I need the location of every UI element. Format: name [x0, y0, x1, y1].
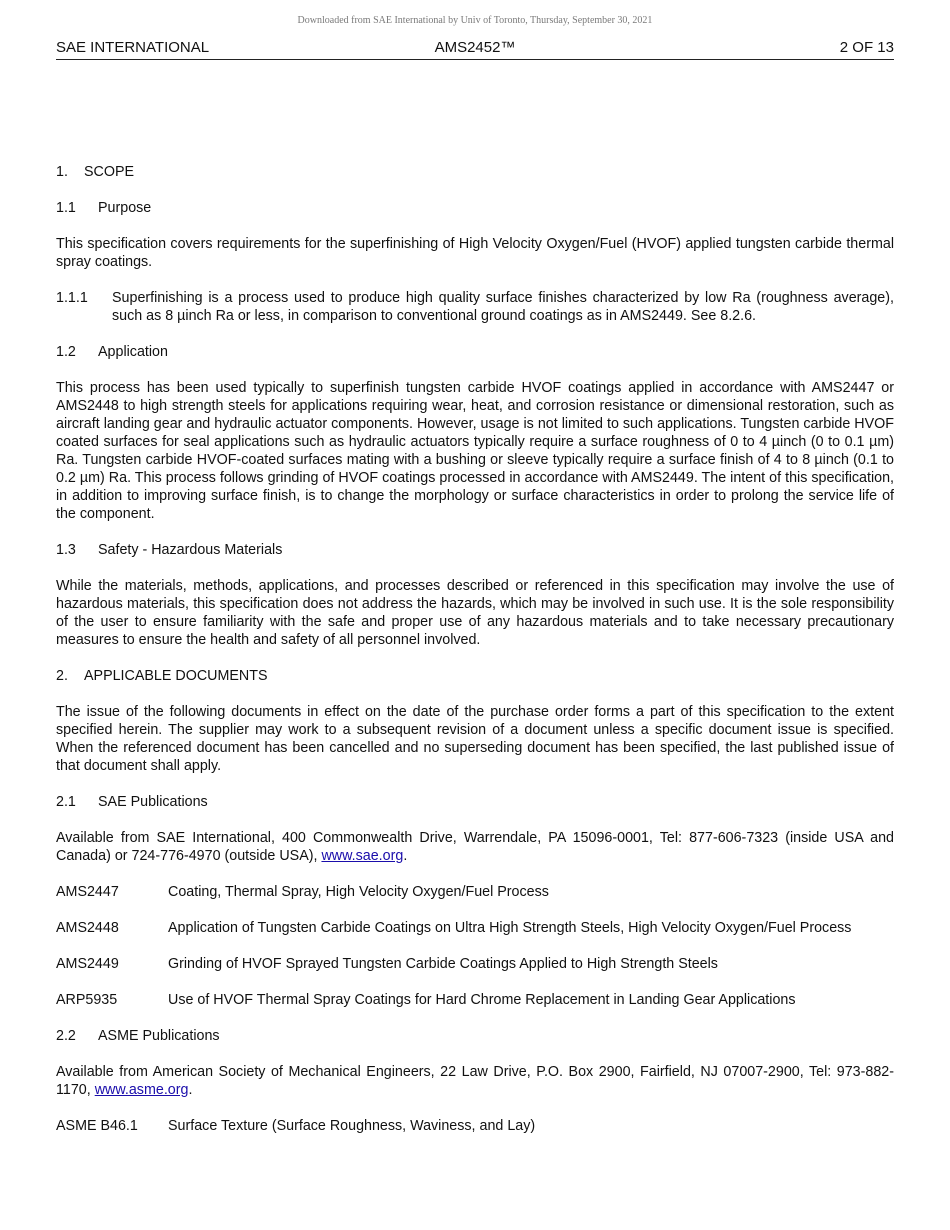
reference-code: ARP5935 [56, 992, 118, 1008]
section-heading-1-2 [56, 343, 894, 361]
availability-end: . [403, 848, 408, 864]
header-page-number: 2 OF 13 [839, 39, 894, 56]
section-heading-1 [56, 163, 894, 181]
reference-item [56, 955, 894, 973]
paragraph-text: Superfinishing is a process used to produce high quality surface finishes characterized by low Ra (roughness average), such as 8 µinch Ra or less, in comparison to conventional ground coatings as in AMS2449. See 8.2.6. [112, 290, 894, 324]
section-number: 1.3 [56, 542, 76, 558]
reference-item [56, 919, 894, 937]
availability-end: . [188, 1082, 193, 1098]
section-number: 1. [56, 164, 68, 180]
reference-code: ASME B46.1 [56, 1118, 138, 1134]
section-number: 1.1 [56, 200, 76, 216]
download-watermark: Downloaded from SAE International by Univ of Toronto, Thursday, September 30, 2021 [297, 15, 653, 26]
document-body [56, 163, 894, 1153]
header-org: SAE INTERNATIONAL [56, 39, 210, 56]
sae-website-link[interactable]: www.sae.org [321, 848, 404, 864]
paragraph-1-1-1 [56, 289, 894, 325]
paragraph-number: 1.1.1 [56, 290, 88, 306]
page-header [56, 38, 894, 60]
availability-text: Available from SAE International, 400 Commonwealth Drive, Warrendale, PA 15096-0001, Tel: 877-606-7323 (inside USA and Canada) or 724-776-4970 (outside USA), [56, 830, 894, 864]
reference-item [56, 1117, 894, 1135]
paragraph-asme-availability [56, 1063, 894, 1099]
paragraph-purpose: This specification covers requirements for the superfinishing of High Velocity Oxygen/Fuel (HVOF) applied tungsten carbide thermal spray coatings. [56, 236, 894, 270]
reference-code: AMS2447 [56, 884, 119, 900]
section-title: Application [98, 344, 168, 360]
section-title: SCOPE [84, 164, 135, 180]
section-heading-1-3 [56, 541, 894, 559]
reference-title: Use of HVOF Thermal Spray Coatings for Hard Chrome Replacement in Landing Gear Applications [168, 992, 796, 1008]
section-title: Purpose [98, 200, 152, 216]
section-heading-1-1 [56, 199, 894, 217]
header-doc-id: AMS2452™ [434, 39, 516, 56]
section-number: 1.2 [56, 344, 76, 360]
section-heading-2 [56, 667, 894, 685]
asme-website-link[interactable]: www.asme.org [94, 1082, 189, 1098]
reference-title: Application of Tungsten Carbide Coatings on Ultra High Strength Steels, High Velocity Oxygen/Fuel Process [168, 920, 852, 936]
reference-title: Surface Texture (Surface Roughness, Waviness, and Lay) [168, 1118, 536, 1134]
section-title: Safety - Hazardous Materials [98, 542, 283, 558]
section-title: ASME Publications [98, 1028, 220, 1044]
section-heading-2-1 [56, 793, 894, 811]
paragraph-application: This process has been used typically to superfinish tungsten carbide HVOF coatings applied in accordance with AMS2447 or AMS2448 to high strength steels for applications requiring wear, heat, and corrosion resistance or dimensional restoration, such as aircraft landing gear and hydraulic actuator components. However, usage is not limited to such applications. Tungsten carbide HVOF coated surfaces for seal applications such as hydraulic actuators typically require a surface roughness of 0 to 4 µinch (0 to 0.1 µm) Ra. Tungsten carbide HVOF-coated surfaces mating with a bushing or sleeve typically require a surface finish of 4 to 8 µinch (0.1 to 0.2 µm) Ra. This process follows grinding of HVOF coatings processed in accordance with AMS2449. The intent of this specification, in addition to improving surface finish, is to change the morphology or surface characteristics in order to prolong the service life of the component. [56, 380, 894, 522]
paragraph-sae-availability [56, 829, 894, 865]
section-number: 2.2 [56, 1028, 76, 1044]
section-number: 2. [56, 668, 68, 684]
section-title: SAE Publications [98, 794, 208, 810]
paragraph-applicable-documents: The issue of the following documents in effect on the date of the purchase order forms a part of this specification to the extent specified herein. The supplier may work to a subsequent revision of a document unless a specific document issue is specified. When the referenced document has been cancelled and no superseding document has been specified, the last published issue of that document shall apply. [56, 704, 894, 774]
paragraph-safety: While the materials, methods, applications, and processes described or referenced in this specification may involve the use of hazardous materials, this specification does not address the hazards, which may be involved in such use. It is the sole responsibility of the user to ensure familiarity with the safe and proper use of any hazardous materials and to take necessary precautionary measures to ensure the health and safety of all personnel involved. [56, 578, 894, 648]
section-title: APPLICABLE DOCUMENTS [84, 668, 268, 684]
reference-title: Grinding of HVOF Sprayed Tungsten Carbide Coatings Applied to High Strength Steels [168, 956, 718, 972]
reference-code: AMS2449 [56, 956, 119, 972]
reference-title: Coating, Thermal Spray, High Velocity Oxygen/Fuel Process [168, 884, 549, 900]
reference-item [56, 991, 894, 1009]
section-heading-2-2 [56, 1027, 894, 1045]
reference-item [56, 883, 894, 901]
availability-text: Available from American Society of Mechanical Engineers, 22 Law Drive, P.O. Box 2900, Fairfield, NJ 07007-2900, Tel: 973-882-1170, [56, 1064, 894, 1098]
section-number: 2.1 [56, 794, 76, 810]
reference-code: AMS2448 [56, 920, 119, 936]
